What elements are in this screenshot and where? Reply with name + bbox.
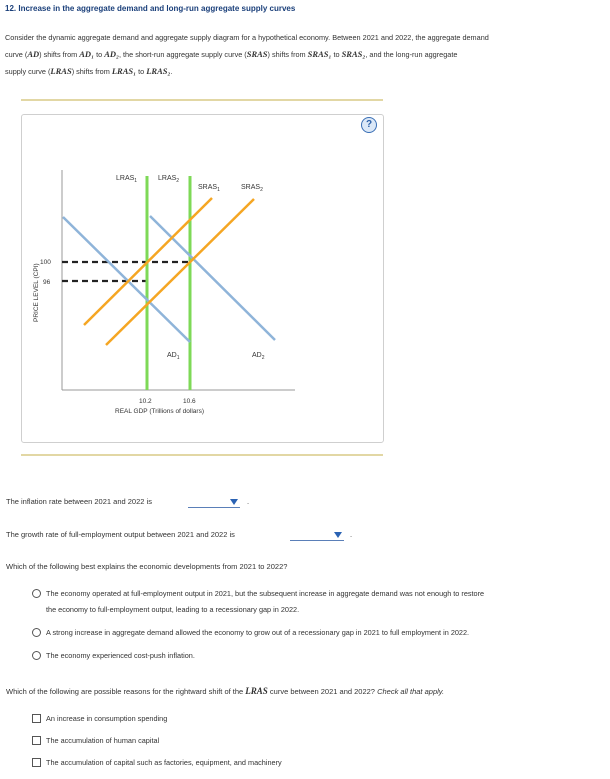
q3-option-2-radio[interactable] <box>32 628 41 637</box>
growth-rate-dropdown[interactable] <box>290 530 344 541</box>
x-axis-label: REAL GDP (Trillions of dollars) <box>115 408 204 415</box>
dropdown-arrow-icon <box>230 499 238 505</box>
q4-text-b: curve between 2021 and 2022? <box>267 687 378 696</box>
intro-text-fragment: ) shifts from <box>267 50 308 59</box>
intro-line-1: Consider the dynamic aggregate demand and aggregate supply diagram for a hypothetical economy. Between 2021 and 2022, the aggregate demand <box>5 33 489 42</box>
lras1-term: LRAS₁ <box>111 66 137 76</box>
y-tick-100: 100 <box>40 259 51 266</box>
sras2-label-main: SRAS <box>241 184 261 191</box>
ad2-term: AD₂ <box>104 49 119 59</box>
x-tick-10-6: 10.6 <box>183 398 196 405</box>
ad1-label-sub: 1 <box>176 355 180 361</box>
sras1-term: SRAS₁ <box>307 49 332 59</box>
q3-option-1-line-2: the economy to full-employment output, leading to a recessionary gap in 2022. <box>46 605 300 614</box>
sras1-label-main: SRAS <box>198 184 218 191</box>
sras-term: SRAS <box>246 49 268 59</box>
ad1-label-main: AD <box>167 352 177 359</box>
dropdown-arrow-icon <box>334 532 342 538</box>
q4-option-3-label: The accumulation of capital such as factories, equipment, and machinery <box>46 758 282 767</box>
q1-text: The inflation rate between 2021 and 2022 is <box>6 497 152 506</box>
question-title: 12. Increase in the aggregate demand and long-run aggregate supply curves <box>5 4 296 13</box>
q2-suffix: . <box>350 530 353 539</box>
y-tick-96: 96 <box>43 279 51 286</box>
ad1-term: AD₁ <box>79 49 95 59</box>
q4-option-3-checkbox[interactable] <box>32 758 41 767</box>
intro-text-fragment: , and the long-run aggregate <box>365 50 458 59</box>
q3-option-1-line-1: The economy operated at full-employment output in 2021, but the subsequent increase in aggregate demand was not enough to restore <box>46 589 485 598</box>
q3-option-3-label: The economy experienced cost-push inflation. <box>46 651 195 660</box>
q4-option-2-label: The accumulation of human capital <box>46 736 160 745</box>
sras1-label-sub: 1 <box>217 187 220 193</box>
q3-text: Which of the following best explains the economic developments from 2021 to 2022? <box>6 562 288 571</box>
intro-text-fragment: to <box>331 50 342 59</box>
q4-option-1-checkbox[interactable] <box>32 714 41 723</box>
lras1-label-main: LRAS <box>116 175 135 182</box>
intro-text-fragment: ) shifts from <box>71 67 112 76</box>
intro-text-fragment: curve ( <box>5 50 28 59</box>
inflation-rate-dropdown[interactable] <box>188 497 240 508</box>
help-icon[interactable]: ? <box>361 117 377 133</box>
q3-option-2-label: A strong increase in aggregate demand allowed the economy to grow out of a recessionary gap in 2021 to full employment in 2022. <box>46 628 470 637</box>
sras2-term: SRAS₂ <box>341 49 366 59</box>
lras2-term: LRAS₂ <box>146 66 171 76</box>
intro-text <box>5 30 608 80</box>
y-axis-label: PRICE LEVEL (CPI) <box>33 263 40 322</box>
q3-option-3-radio[interactable] <box>32 651 41 660</box>
q4-option-2-checkbox[interactable] <box>32 736 41 745</box>
q4-lras-term: LRAS <box>245 686 268 696</box>
lras-term: LRAS <box>50 66 72 76</box>
top-divider <box>21 99 383 101</box>
lras1-label-sub: 1 <box>134 178 138 184</box>
q4-hint: Check all that apply. <box>377 687 445 696</box>
intro-text-fragment: to <box>136 67 147 76</box>
x-tick-10-2: 10.2 <box>139 398 152 405</box>
sras2-label-sub: 2 <box>260 187 263 193</box>
q1-suffix: . <box>247 497 250 506</box>
intro-text-fragment: . <box>170 67 173 76</box>
ad2-label-sub: 2 <box>261 355 265 361</box>
q4-text-a: Which of the following are possible reasons for the rightward shift of the <box>6 687 246 696</box>
q4-option-1-label: An increase in consumption spending <box>46 714 168 723</box>
q3-option-1-radio[interactable] <box>32 589 41 598</box>
q4-text <box>6 686 444 696</box>
bottom-divider <box>21 454 383 456</box>
ad-term: AD <box>27 49 40 59</box>
ad2-label-main: AD <box>252 352 262 359</box>
graph-panel <box>21 114 384 443</box>
intro-text-fragment: supply curve ( <box>5 67 51 76</box>
intro-text-fragment: , the short-run aggregate supply curve ( <box>118 50 247 59</box>
lras2-label-main: LRAS <box>158 175 177 182</box>
q2-text: The growth rate of full-employment output between 2021 and 2022 is <box>6 530 235 539</box>
lras2-label-sub: 2 <box>176 178 180 184</box>
intro-text-fragment: to <box>94 50 105 59</box>
intro-text-fragment: ) shifts from <box>39 50 80 59</box>
